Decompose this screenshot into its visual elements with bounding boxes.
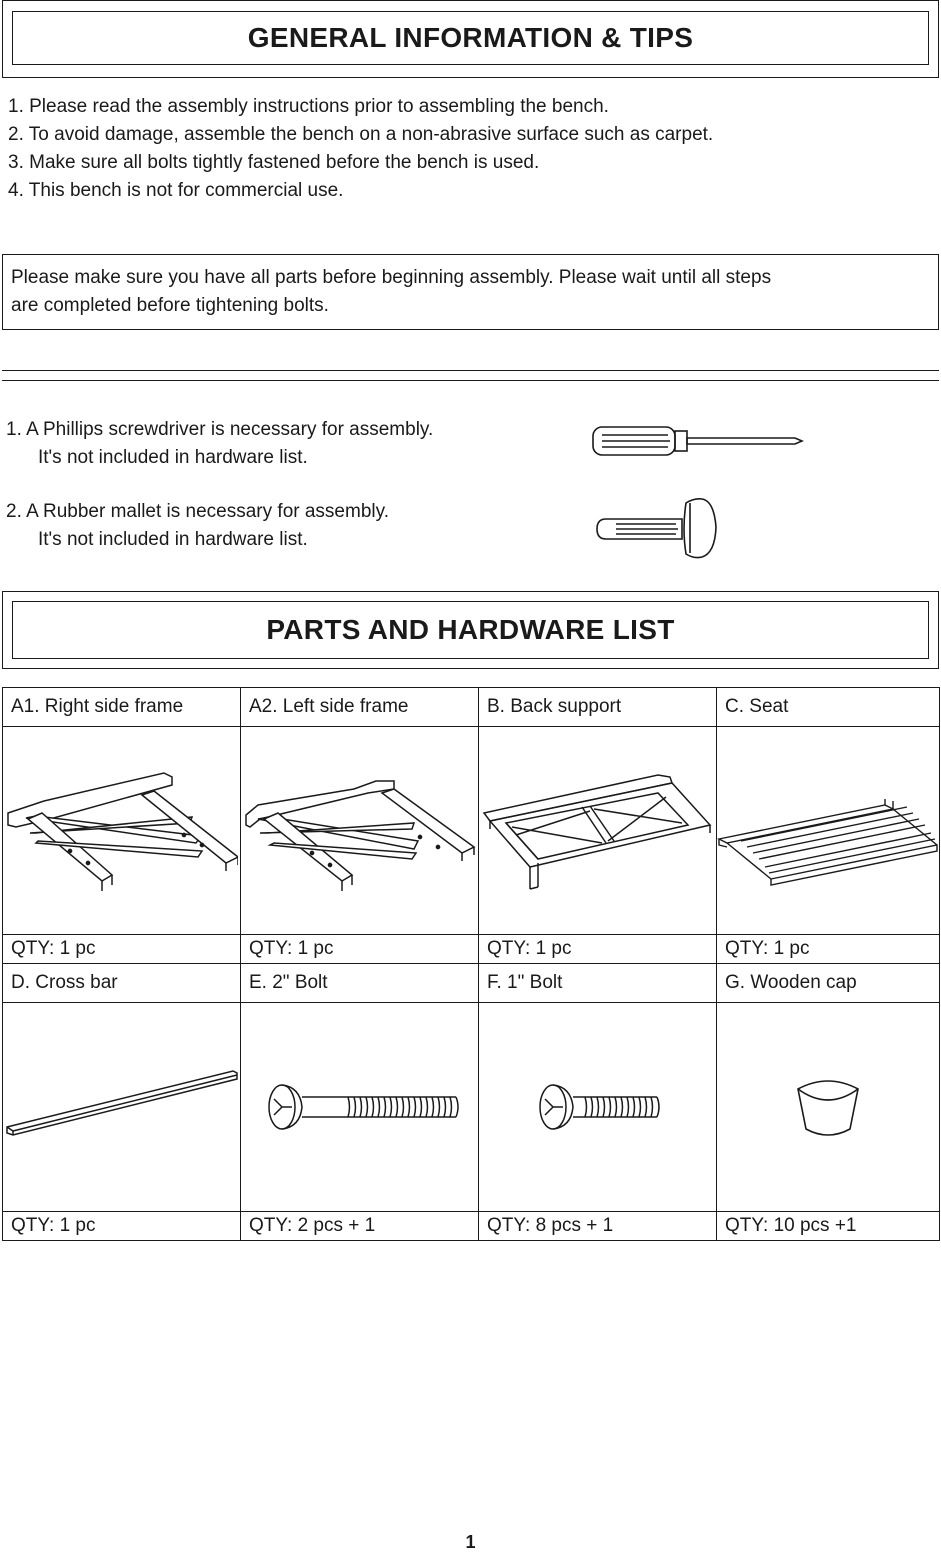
divider-line — [2, 370, 939, 371]
part-qty: QTY: 1 pc — [241, 935, 479, 964]
right-side-frame-icon — [6, 771, 238, 891]
part-image-cell — [241, 1003, 479, 1212]
parts-notice-box — [2, 254, 939, 330]
divider-line — [2, 380, 939, 381]
tool-note-line: 2. A Rubber mallet is necessary for assembly. — [6, 501, 389, 522]
tip-item: 4. This bench is not for commercial use. — [8, 180, 344, 201]
part-image-cell — [479, 727, 717, 935]
back-support-icon — [482, 771, 714, 891]
page-number: 1 — [465, 1532, 476, 1552]
part-label: G. Wooden cap — [717, 964, 940, 1003]
cross-bar-icon — [5, 1067, 239, 1147]
part-image-cell — [3, 727, 241, 935]
general-info-banner — [2, 0, 939, 78]
tool-note-line: It's not included in hardware list. — [38, 529, 308, 550]
parts-list-banner — [2, 591, 939, 669]
wooden-cap-icon — [788, 1067, 868, 1147]
part-label: A1. Right side frame — [3, 688, 241, 727]
part-label: A2. Left side frame — [241, 688, 479, 727]
tip-item: 2. To avoid damage, assemble the bench on a non-abrasive surface such as carpet. — [8, 124, 714, 145]
bolt-1in-icon — [533, 1077, 663, 1137]
part-qty: QTY: 1 pc — [479, 935, 717, 964]
bolt-2in-icon — [260, 1077, 460, 1137]
tip-item: 1. Please read the assembly instructions prior to assembling the bench. — [8, 96, 609, 117]
part-qty: QTY: 10 pcs +1 — [717, 1212, 940, 1241]
part-label: E. 2" Bolt — [241, 964, 479, 1003]
notice-line: Please make sure you have all parts before beginning assembly. Please wait until all steps — [11, 267, 772, 288]
seat-icon — [717, 771, 939, 891]
part-image-cell — [717, 727, 940, 935]
tip-item: 3. Make sure all bolts tightly fastened before the bench is used. — [8, 152, 540, 173]
rubber-mallet-icon — [594, 495, 722, 563]
part-image-cell — [717, 1003, 940, 1212]
part-qty: QTY: 8 pcs + 1 — [479, 1212, 717, 1241]
part-qty: QTY: 1 pc — [717, 935, 940, 964]
part-qty: QTY: 2 pcs + 1 — [241, 1212, 479, 1241]
tool-note-mallet — [6, 498, 389, 554]
general-info-title: GENERAL INFORMATION & TIPS — [12, 11, 929, 65]
tool-note-line: It's not included in hardware list. — [38, 447, 308, 468]
tool-note-screwdriver — [6, 416, 433, 472]
notice-line: are completed before tightening bolts. — [11, 295, 329, 316]
part-label: B. Back support — [479, 688, 717, 727]
part-qty: QTY: 1 pc — [3, 935, 241, 964]
part-image-cell — [3, 1003, 241, 1212]
part-label: F. 1" Bolt — [479, 964, 717, 1003]
tips-list — [8, 93, 713, 205]
left-side-frame-icon — [244, 771, 476, 891]
parts-table — [2, 687, 940, 1241]
part-label: D. Cross bar — [3, 964, 241, 1003]
tool-note-line: 1. A Phillips screwdriver is necessary for assembly. — [6, 419, 434, 440]
parts-list-title: PARTS AND HARDWARE LIST — [12, 601, 929, 659]
part-image-cell — [241, 727, 479, 935]
part-label: C. Seat — [717, 688, 940, 727]
part-image-cell — [479, 1003, 717, 1212]
part-qty: QTY: 1 pc — [3, 1212, 241, 1241]
screwdriver-icon — [590, 422, 806, 460]
